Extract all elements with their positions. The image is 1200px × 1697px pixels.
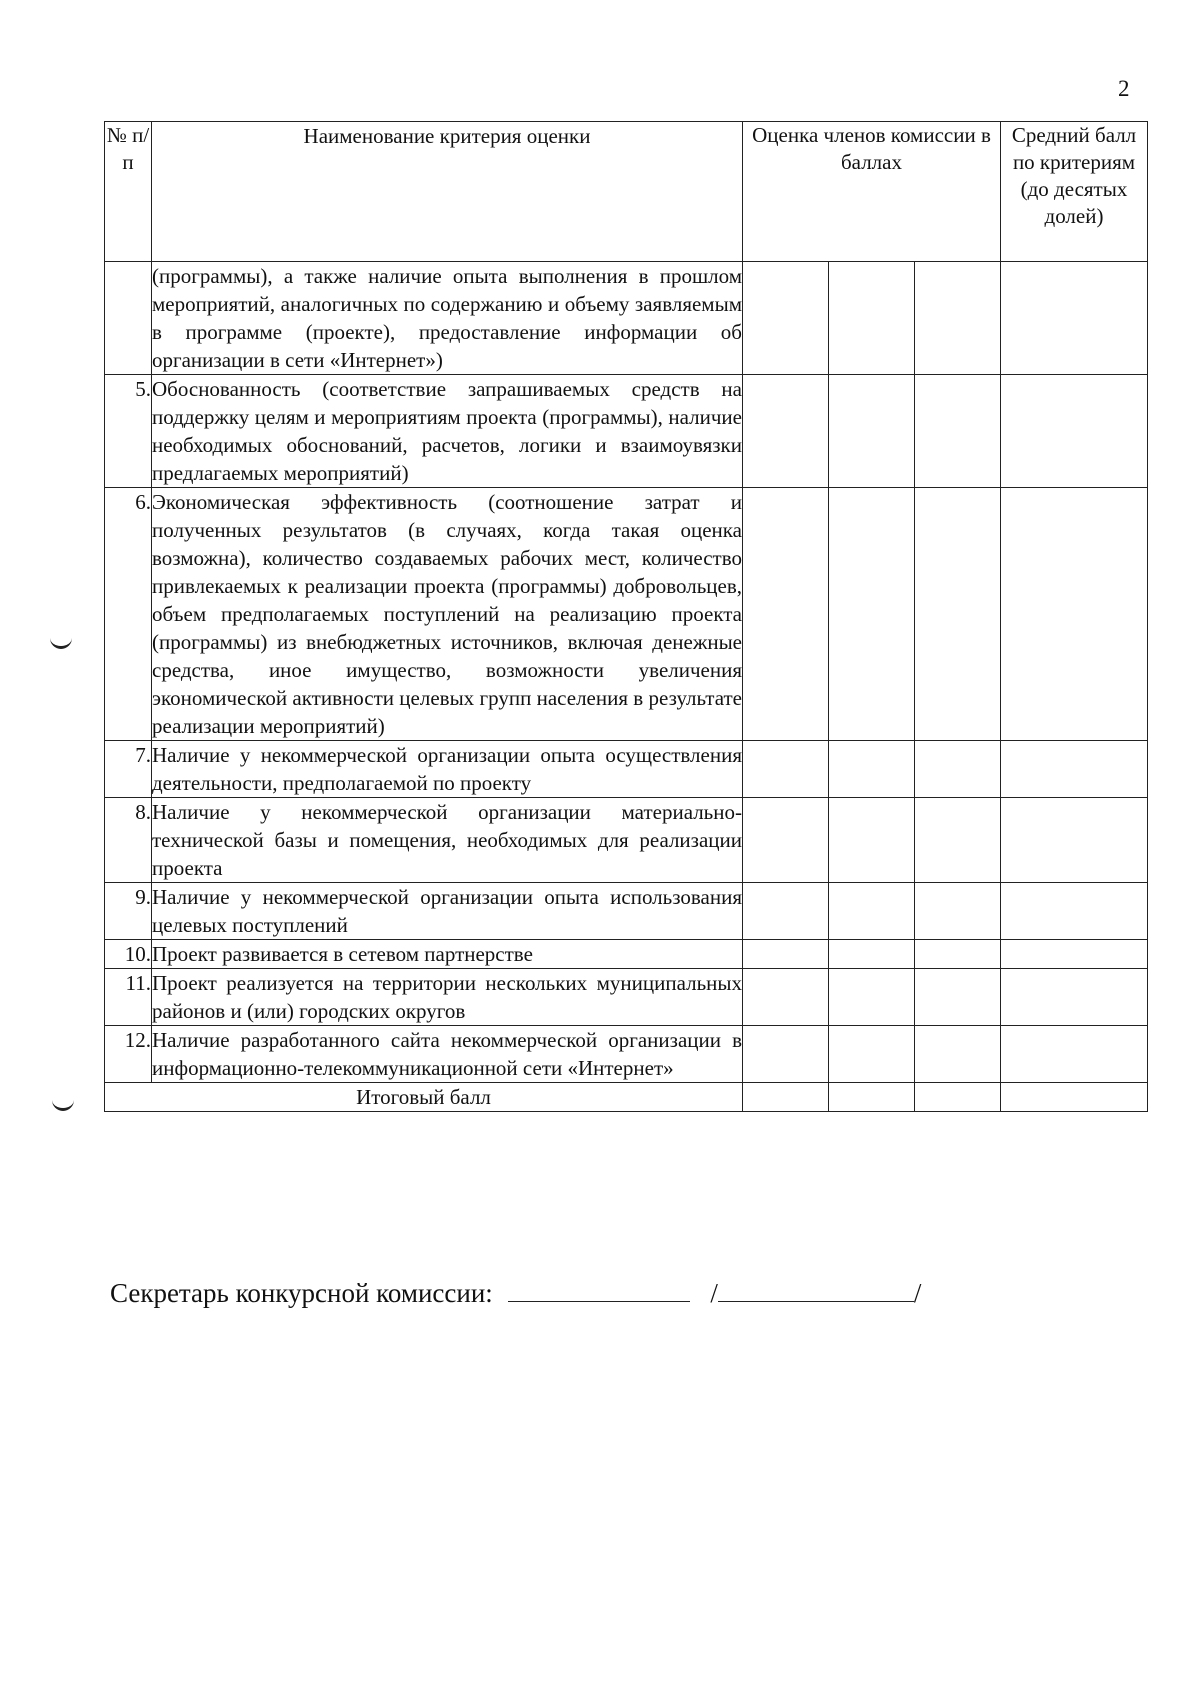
criterion-text: Наличие у некоммерческой организации материально-технической базы и помещения, необходимых для реализации проекта (152, 798, 743, 883)
criterion-text: (программы), а также наличие опыта выполнения в прошлом мероприятий, аналогичных по содержанию и объему заявляемым в программе (проекте), предоставление информации об организации в сети «Интернет») (152, 262, 743, 375)
member-score-cell[interactable] (743, 883, 829, 940)
member-score-cell[interactable] (915, 375, 1001, 488)
average-score-cell[interactable] (1001, 488, 1148, 741)
total-average-cell[interactable] (1001, 1083, 1148, 1112)
total-row (105, 1083, 1148, 1112)
average-score-cell[interactable] (1001, 940, 1148, 969)
table-row (105, 488, 1148, 741)
total-member-score-cell[interactable] (915, 1083, 1001, 1112)
row-number: 5. (105, 375, 152, 488)
average-score-cell[interactable] (1001, 262, 1148, 375)
signature-label: Секретарь конкурсной комиссии: (110, 1278, 493, 1308)
signature-separator: / (710, 1278, 718, 1308)
average-score-cell[interactable] (1001, 375, 1148, 488)
total-score-label: Итоговый балл (105, 1083, 743, 1112)
criterion-text: Наличие у некоммерческой организации опыта осуществления деятельности, предполагаемой по проекту (152, 741, 743, 798)
member-score-cell[interactable] (829, 488, 915, 741)
criterion-text: Наличие у некоммерческой организации опыта использования целевых поступлений (152, 883, 743, 940)
row-number: 10. (105, 940, 152, 969)
member-score-cell[interactable] (829, 883, 915, 940)
member-score-cell[interactable] (915, 883, 1001, 940)
member-score-cell[interactable] (829, 969, 915, 1026)
criterion-text: Проект реализуется на территории нескольких муниципальных районов и (или) городских округов (152, 969, 743, 1026)
average-score-cell[interactable] (1001, 798, 1148, 883)
total-member-score-cell[interactable] (829, 1083, 915, 1112)
member-score-cell[interactable] (915, 798, 1001, 883)
member-score-cell[interactable] (829, 1026, 915, 1083)
member-score-cell[interactable] (915, 1026, 1001, 1083)
average-score-cell[interactable] (1001, 969, 1148, 1026)
margin-mark (50, 632, 72, 649)
table-row (105, 969, 1148, 1026)
member-score-cell[interactable] (743, 798, 829, 883)
member-score-cell[interactable] (743, 1026, 829, 1083)
signature-field[interactable] (508, 1275, 690, 1302)
member-score-cell[interactable] (829, 375, 915, 488)
row-number: 9. (105, 883, 152, 940)
secretary-signature-line (110, 1275, 921, 1309)
member-score-cell[interactable] (915, 969, 1001, 1026)
criterion-text: Проект развивается в сетевом партнерстве (152, 940, 743, 969)
row-number: 6. (105, 488, 152, 741)
row-number: 7. (105, 741, 152, 798)
header-criterion-name: Наименование критерия оценки (152, 122, 743, 262)
criterion-text: Наличие разработанного сайта некоммерческой организации в информационно-телекоммуникационной сети «Интернет» (152, 1026, 743, 1083)
member-score-cell[interactable] (915, 741, 1001, 798)
member-score-cell[interactable] (743, 488, 829, 741)
margin-mark (52, 1094, 74, 1111)
table-row (105, 940, 1148, 969)
table-row (105, 883, 1148, 940)
header-num: № п/п (105, 122, 152, 262)
average-score-cell[interactable] (1001, 883, 1148, 940)
member-score-cell[interactable] (743, 375, 829, 488)
row-number: 12. (105, 1026, 152, 1083)
member-score-cell[interactable] (829, 798, 915, 883)
member-score-cell[interactable] (743, 262, 829, 375)
table-row (105, 741, 1148, 798)
table-header-row (105, 122, 1148, 262)
row-number (105, 262, 152, 375)
member-score-cell[interactable] (915, 262, 1001, 375)
member-score-cell[interactable] (829, 262, 915, 375)
member-score-cell[interactable] (915, 488, 1001, 741)
row-number: 8. (105, 798, 152, 883)
member-score-cell[interactable] (743, 741, 829, 798)
criterion-text: Обоснованность (соответствие запрашиваемых средств на поддержку целям и мероприятиям проекта (программы), наличие необходимых обоснований, расчетов, логики и взаимоувязки предлагаемых мероприятий) (152, 375, 743, 488)
page-number: 2 (1118, 76, 1130, 101)
name-field[interactable] (718, 1275, 914, 1302)
criteria-table (104, 121, 1148, 1112)
member-score-cell[interactable] (743, 969, 829, 1026)
criterion-text: Экономическая эффективность (соотношение затрат и полученных результатов (в случаях, когда такая оценка возможна), количество создаваемых рабочих мест, количество привлекаемых к реализации проекта (программы) добровольцев, объем предполагаемых поступлений на реализацию проекта (программы) из внебюджетных источников, включая денежные средства, иное имущество, возможности увеличения экономической активности целевых групп населения в результате реализации мероприятий) (152, 488, 743, 741)
header-member-scores: Оценка членов комиссии в баллах (743, 122, 1001, 262)
member-score-cell[interactable] (829, 940, 915, 969)
table-row (105, 798, 1148, 883)
member-score-cell[interactable] (743, 940, 829, 969)
average-score-cell[interactable] (1001, 741, 1148, 798)
table-row (105, 262, 1148, 375)
total-member-score-cell[interactable] (743, 1083, 829, 1112)
member-score-cell[interactable] (829, 741, 915, 798)
header-average-score: Средний балл по критериям (до десятых долей) (1001, 122, 1148, 262)
member-score-cell[interactable] (915, 940, 1001, 969)
signature-end-slash: / (913, 1278, 922, 1308)
row-number: 11. (105, 969, 152, 1026)
table-row (105, 1026, 1148, 1083)
average-score-cell[interactable] (1001, 1026, 1148, 1083)
table-row (105, 375, 1148, 488)
